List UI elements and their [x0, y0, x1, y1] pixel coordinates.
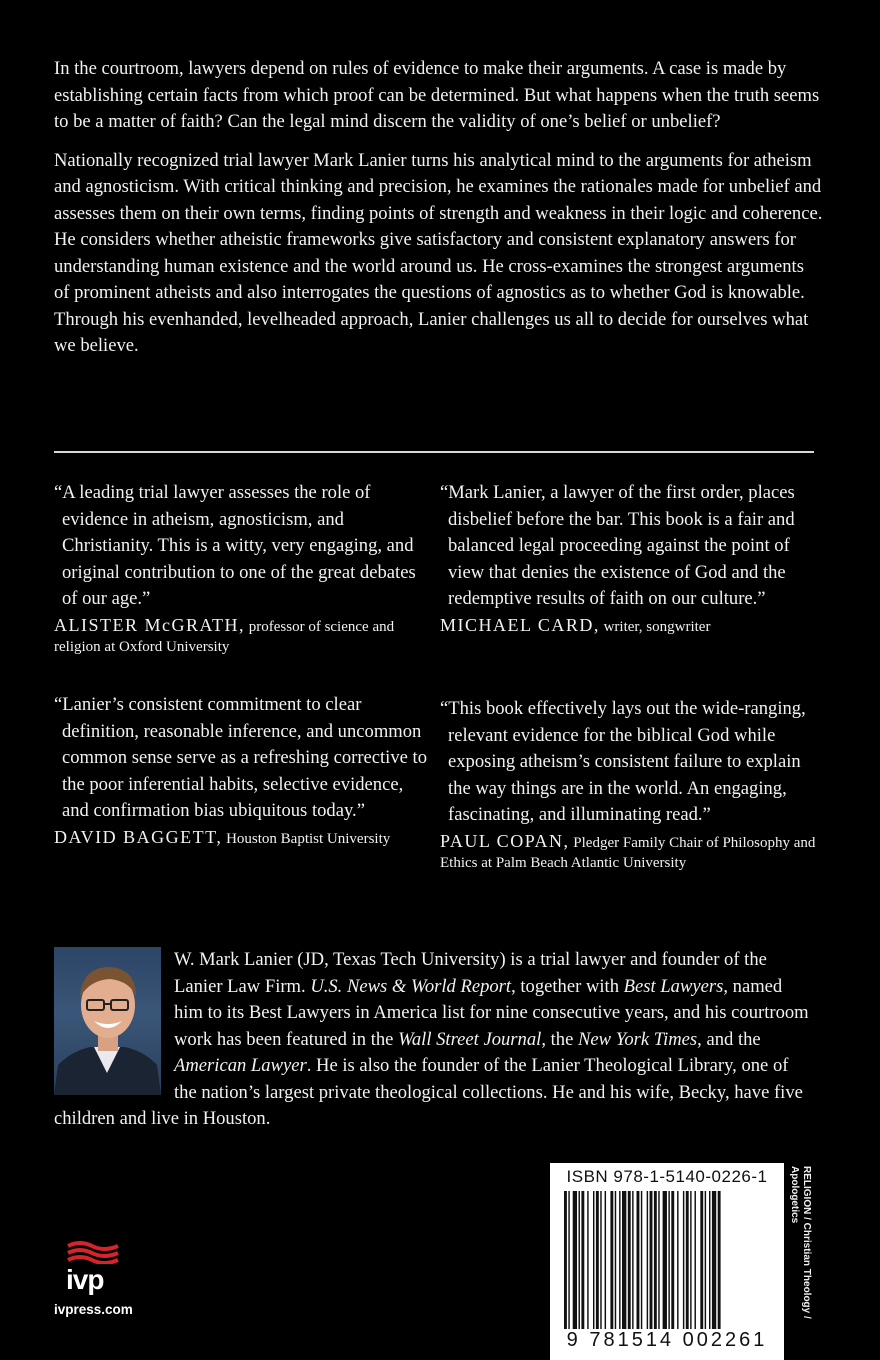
endorser-title: Pledger Family Chair of Philosophy and Ethics at Palm Beach Atlantic University — [440, 834, 816, 871]
endorsement-text: “A leading trial lawyer assesses the role of evidence in atheism, agnosticism, and Christianity. This is a witty, very engaging, and original contribution to one of the great debates of our age.” — [54, 482, 416, 609]
endorsement-attribution — [54, 615, 434, 657]
bio-text: , and the — [697, 1028, 761, 1050]
bio-text: , the — [541, 1028, 578, 1050]
endorsement-card — [440, 480, 820, 637]
endorser-name: PAUL COPAN, — [440, 830, 570, 851]
endorsement-baggett — [54, 692, 434, 849]
bio-publication: American Lawyer — [174, 1055, 307, 1076]
publisher-logo: ivp — [66, 1264, 104, 1295]
bio-text: , together with — [511, 975, 624, 997]
bio-text: W. Mark Lanier (JD, Texas Tech University) is a trial lawyer and founder of the Lanier Law Firm. — [174, 949, 767, 997]
description-blurb — [54, 56, 824, 372]
endorser-title: professor of science and religion at Oxford University — [54, 618, 395, 655]
endorsement-text: “This book effectively lays out the wide-ranging, relevant evidence for the biblical God while exposing atheism’s consistent failure to explain the way things are in the world. An engaging, fascinating, and illuminating read.” — [440, 698, 806, 825]
category-line-1: RELIGION / Christian Theology / — [801, 1166, 812, 1319]
barcode-icon — [564, 1191, 770, 1329]
blurb-paragraph-2: Nationally recognized trial lawyer Mark Lanier turns his analytical mind to the arguments for atheism and agnosticism. With critical thinking and precision, he examines the rationales made for unbelief and assesses them on their own terms, finding points of strength and weakness in their logic and coherence. He considers whether atheistic frameworks give satisfactory and consistent explanatory answers for understanding human existence and the world around us. He cross-examines the strongest arguments of prominent atheists and also interrogates the questions of agnostics as to whether God is knowable. Through his evenhanded, levelheaded approach, Lanier challenges us all to decide for ourselves what we believe. — [54, 149, 823, 356]
endorser-title: Houston Baptist University — [222, 830, 391, 847]
author-portrait-icon — [54, 947, 161, 1095]
author-bio — [54, 947, 814, 1133]
blurb-paragraph-1: In the courtroom, lawyers depend on rules of evidence to make their arguments. A case is made by establishing certain facts from which proof can be determined. But what happens when the truth seems to be a matter of faith? Can the legal mind discern the validity of one’s belief or unbelief? — [54, 58, 820, 132]
category-line-2: Apologetics — [789, 1166, 800, 1224]
endorser-name: DAVID BAGGETT, — [54, 826, 223, 847]
endorser-name: ALISTER McGRATH, — [54, 614, 245, 635]
divider — [54, 451, 814, 453]
publisher-website: ivpress.com — [54, 1302, 133, 1317]
endorsement-mcgrath — [54, 480, 434, 657]
endorsement-text: “Lanier’s consistent commitment to clear definition, reasonable inference, and uncommon common sense serve as a refreshing corrective to the poor inferential habits, selective evidence, and confirmation bias ubiquitous today.” — [54, 694, 428, 821]
bio-text: , named him to its Best Lawyers in America list for nine consecutive years, and his courtroom work has been featured in the — [174, 975, 809, 1050]
endorsement-copan — [440, 696, 820, 873]
bio-publication: U.S. News & World Report — [310, 975, 512, 997]
endorsement-attribution — [440, 831, 820, 873]
endorsement-text: “Mark Lanier, a lawyer of the first order, places disbelief before the bar. This book is a fair and balanced legal proceeding against the point of view that denies the existence of God and the redemptive results of faith on our culture.” — [440, 482, 795, 609]
endorsement-attribution — [54, 827, 434, 849]
bio-publication: Best Lawyers — [623, 975, 724, 997]
barcode-number: 9 781514 002261 — [566, 1329, 768, 1351]
isbn-barcode — [550, 1163, 784, 1360]
bio-publication: Wall Street Journal — [398, 1028, 542, 1050]
endorser-name: MICHAEL CARD, — [440, 614, 600, 635]
endorser-title: writer, songwriter — [599, 618, 711, 635]
isbn-label: ISBN 978-1-5140-0226-1 — [566, 1167, 768, 1186]
bisac-category — [788, 1166, 812, 1319]
bio-text: . He is also the founder of the Lanier Theological Library, one of the nation’s largest private theological collections. He and his wife, Becky, have five children and live in Houston. — [54, 1055, 803, 1129]
ivp-logo-waves-icon — [64, 1240, 124, 1264]
author-photo — [54, 947, 161, 1095]
bio-publication: New York Times — [577, 1028, 698, 1050]
endorsement-attribution — [440, 615, 820, 637]
